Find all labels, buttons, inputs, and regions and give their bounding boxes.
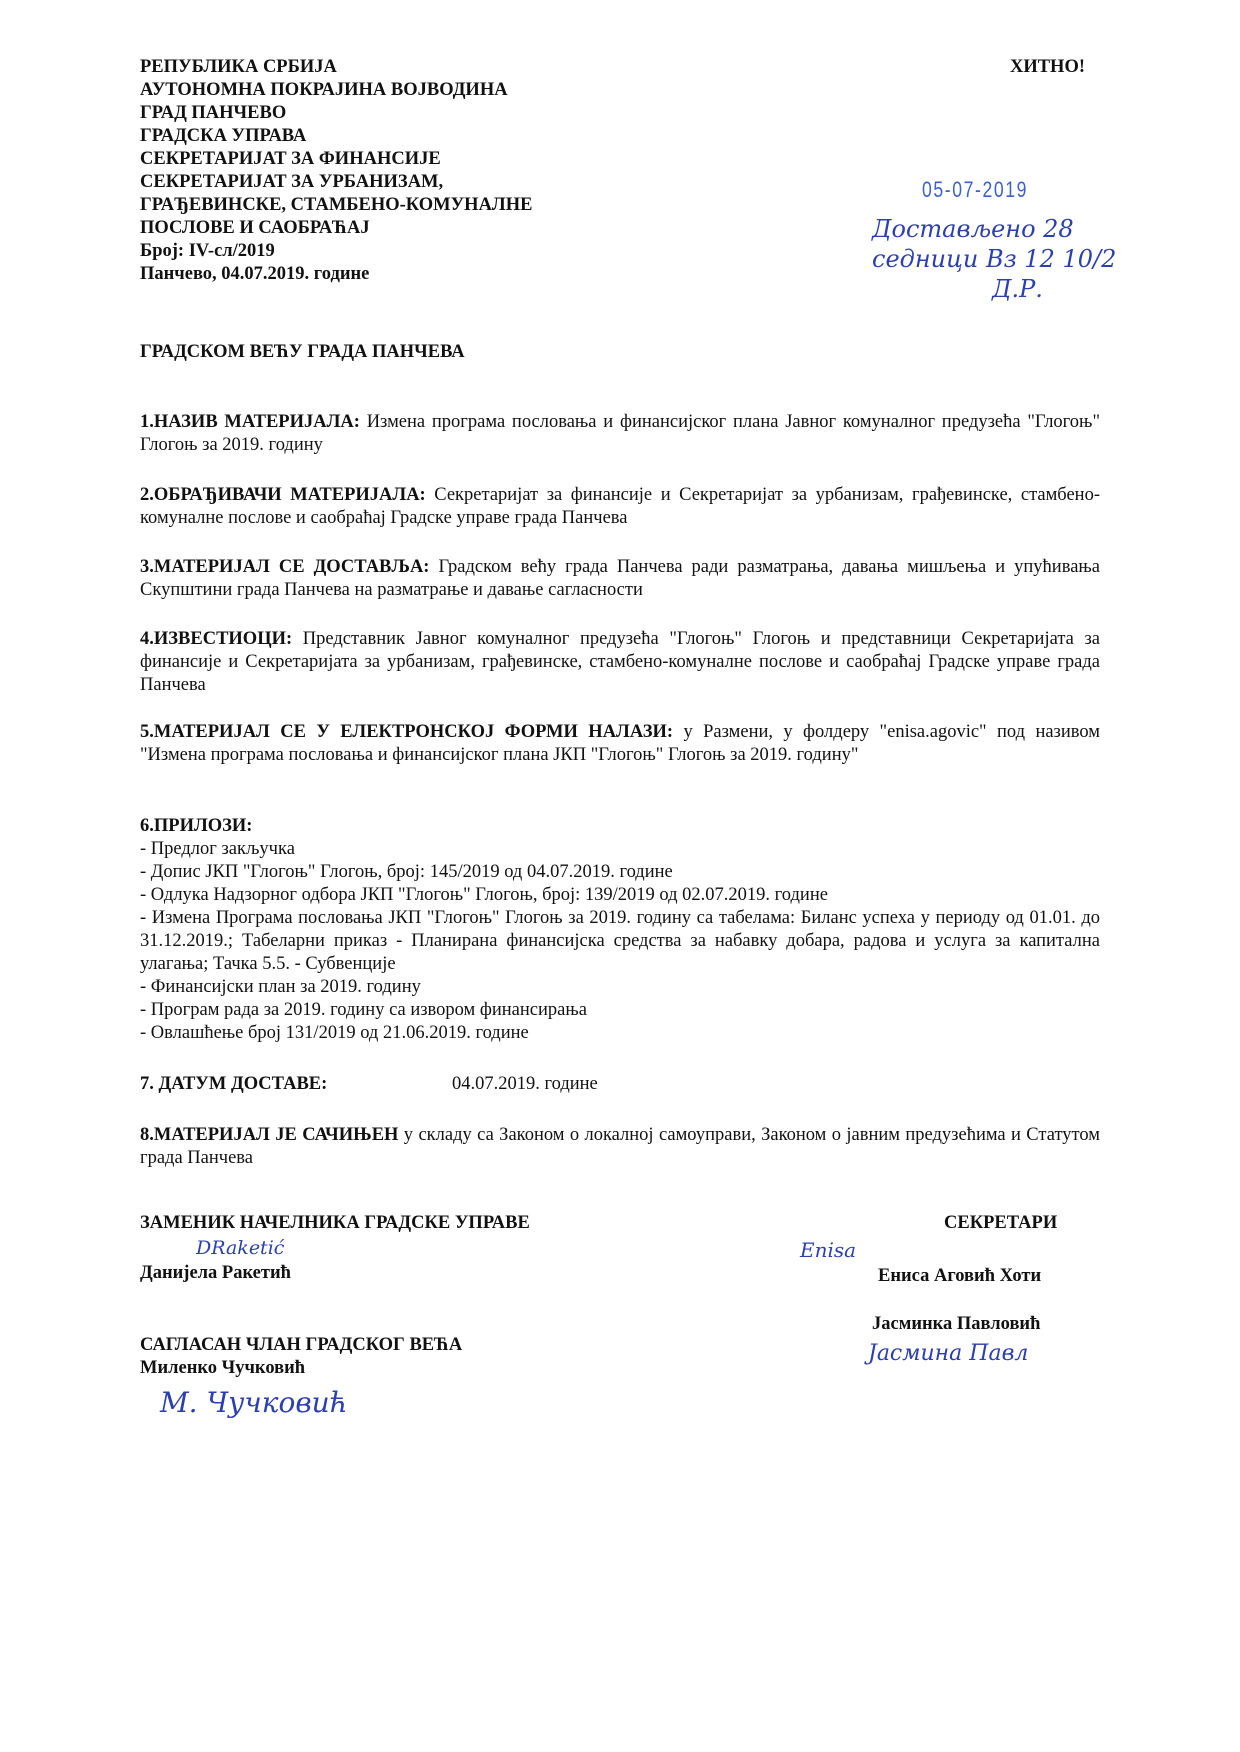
attachment-item: - Предлог закључка [140,839,295,859]
deputy-signature: DRaketić [196,1237,285,1259]
section-text: у Размени, у фолдеру "enisa.agovic" под називом "Измена програма пословања и финансијског плана ЈКП "Глогоњ" Глогоњ за 2019. годину" [140,722,1100,765]
attachments-list [140,838,1100,1045]
council-member-signature: М. Чучковић [160,1386,348,1419]
section-5 [140,721,1100,767]
note-initials: Д.Р. [992,275,1043,303]
secretary-2-signature: Јасмина Павл [868,1341,1029,1366]
delivery-label: 7. ДАТУМ ДОСТАВЕ: [140,1074,328,1094]
note-line: Достављено 28 [872,215,1074,243]
header-line: РЕПУБЛИКА СРБИЈА [140,57,337,77]
secretary-1-signature: Enisa [800,1238,857,1262]
delivery-value: 04.07.2019. године [452,1074,598,1094]
handwritten-note [872,214,1116,304]
attachment-item: - Програм рада за 2019. годину са извором финансирања [140,1000,587,1020]
council-member-name: Миленко Чучковић [140,1358,306,1378]
council-member-title: САГЛАСАН ЧЛАН ГРАДСКОГ ВЕЋА [140,1335,463,1355]
section-label: 2.ОБРАЂИВАЧИ МАТЕРИЈАЛА: [140,485,426,505]
secretary-1-name: Ениса Аговић Хоти [878,1266,1042,1286]
section-text: у складу са Законом о локалној самоуправи, Законом о јавним предузећима и Статутом града Панчева [140,1125,1100,1168]
attachment-item: - Одлука Надзорног одбора ЈКП "Глогоњ" Глогоњ, број: 139/2019 од 02.07.2019. године [140,885,828,905]
secretaries-title: СЕКРЕТАРИ [944,1213,1058,1233]
header-line: АУТОНОМНА ПОКРАЈИНА ВОЈВОДИНА [140,80,508,100]
secretary-2-name: Јасминка Павловић [872,1314,1041,1334]
section-text: Измена програма пословања и финансијског плана Јавног комуналног предузећа "Глогоњ" Глогоњ за 2019. годину [140,412,1100,455]
section-1 [140,411,1100,457]
section-text: Градском већу града Панчева ради разматрања, давања мишљења и упућивања Скупштини града Панчева на разматрање и давање сагласности [140,557,1101,600]
section-3 [140,556,1100,602]
attachment-item: - Допис ЈКП "Глогоњ" Глогоњ, број: 145/2019 од 04.07.2019. године [140,862,673,882]
header-line: Панчево, 04.07.2019. године [140,264,370,284]
addressee: ГРАДСКОМ ВЕЋУ ГРАДА ПАНЧЕВА [140,342,465,362]
deputy-name: Данијела Ракетић [140,1263,291,1283]
section-label: 5.МАТЕРИЈАЛ СЕ У ЕЛЕКТРОНСКОЈ ФОРМИ НАЛАЗИ: [140,722,674,742]
section-label: 3.МАТЕРИЈАЛ СЕ ДОСТАВЉА: [140,557,430,577]
attachments-section [140,815,1100,1045]
section-2 [140,484,1100,530]
section-text: Представник Јавног комуналног предузећа "Глогоњ" Глогоњ и представници Секретаријата за финансије и Секретаријата за урбанизам, грађевинске, стамбено-комуналне послове и саобраћај Градске управе града Панчева [140,629,1100,695]
header-line: ГРАЂЕВИНСКЕ, СТАМБЕНО-КОМУНАЛНЕ [140,195,533,215]
header-line: ГРАД ПАНЧЕВО [140,103,287,123]
section-label: 1.НАЗИВ МАТЕРИЈАЛА: [140,412,360,432]
section-label: 8.МАТЕРИЈАЛ ЈЕ САЧИЊЕН [140,1125,399,1145]
header-line: ГРАДСКА УПРАВА [140,126,307,146]
deputy-title: ЗАМЕНИК НАЧЕЛНИКА ГРАДСКЕ УПРАВЕ [140,1213,530,1233]
issuer-header [140,56,532,286]
header-line: ПОСЛОВЕ И САОБРАЋАЈ [140,218,370,238]
header-line: Број: IV-сл/2019 [140,241,275,261]
note-line: седници Вз 12 10/2 [872,245,1117,273]
attachment-item: - Измена Програма пословања ЈКП "Глогоњ" Глогоњ за 2019. годину са табелама: Биланс успеха у периоду од 01.01. до 31.12.2019.; Табеларни приказ - Планирана финансијска средства за набавку добара, радова и услуга за капитална улагања; Тачка 5.5. - Субвенције [140,908,1100,974]
attachment-item: - Овлашћење број 131/2019 од 21.06.2019. године [140,1023,529,1043]
urgent-label: ХИТНО! [1009,57,1085,77]
attachment-item: - Финансијски план за 2019. годину [140,977,421,997]
delivery-date [140,1073,598,1096]
header-line: СЕКРЕТАРИЈАТ ЗА УРБАНИЗАМ, [140,172,444,192]
header-line: СЕКРЕТАРИЈАТ ЗА ФИНАНСИЈЕ [140,149,441,169]
section-label: 4.ИЗВЕСТИОЦИ: [140,629,293,649]
section-8 [140,1124,1100,1170]
attachments-label: 6.ПРИЛОЗИ: [140,816,253,836]
section-text: Секретаријат за финансије и Секретаријат за урбанизам, грађевинске, стамбено-комуналне послове и саобраћај Градске управе града Панчева [140,485,1100,528]
received-date-stamp: 05-07-2019 [922,177,1029,202]
section-4 [140,628,1100,697]
